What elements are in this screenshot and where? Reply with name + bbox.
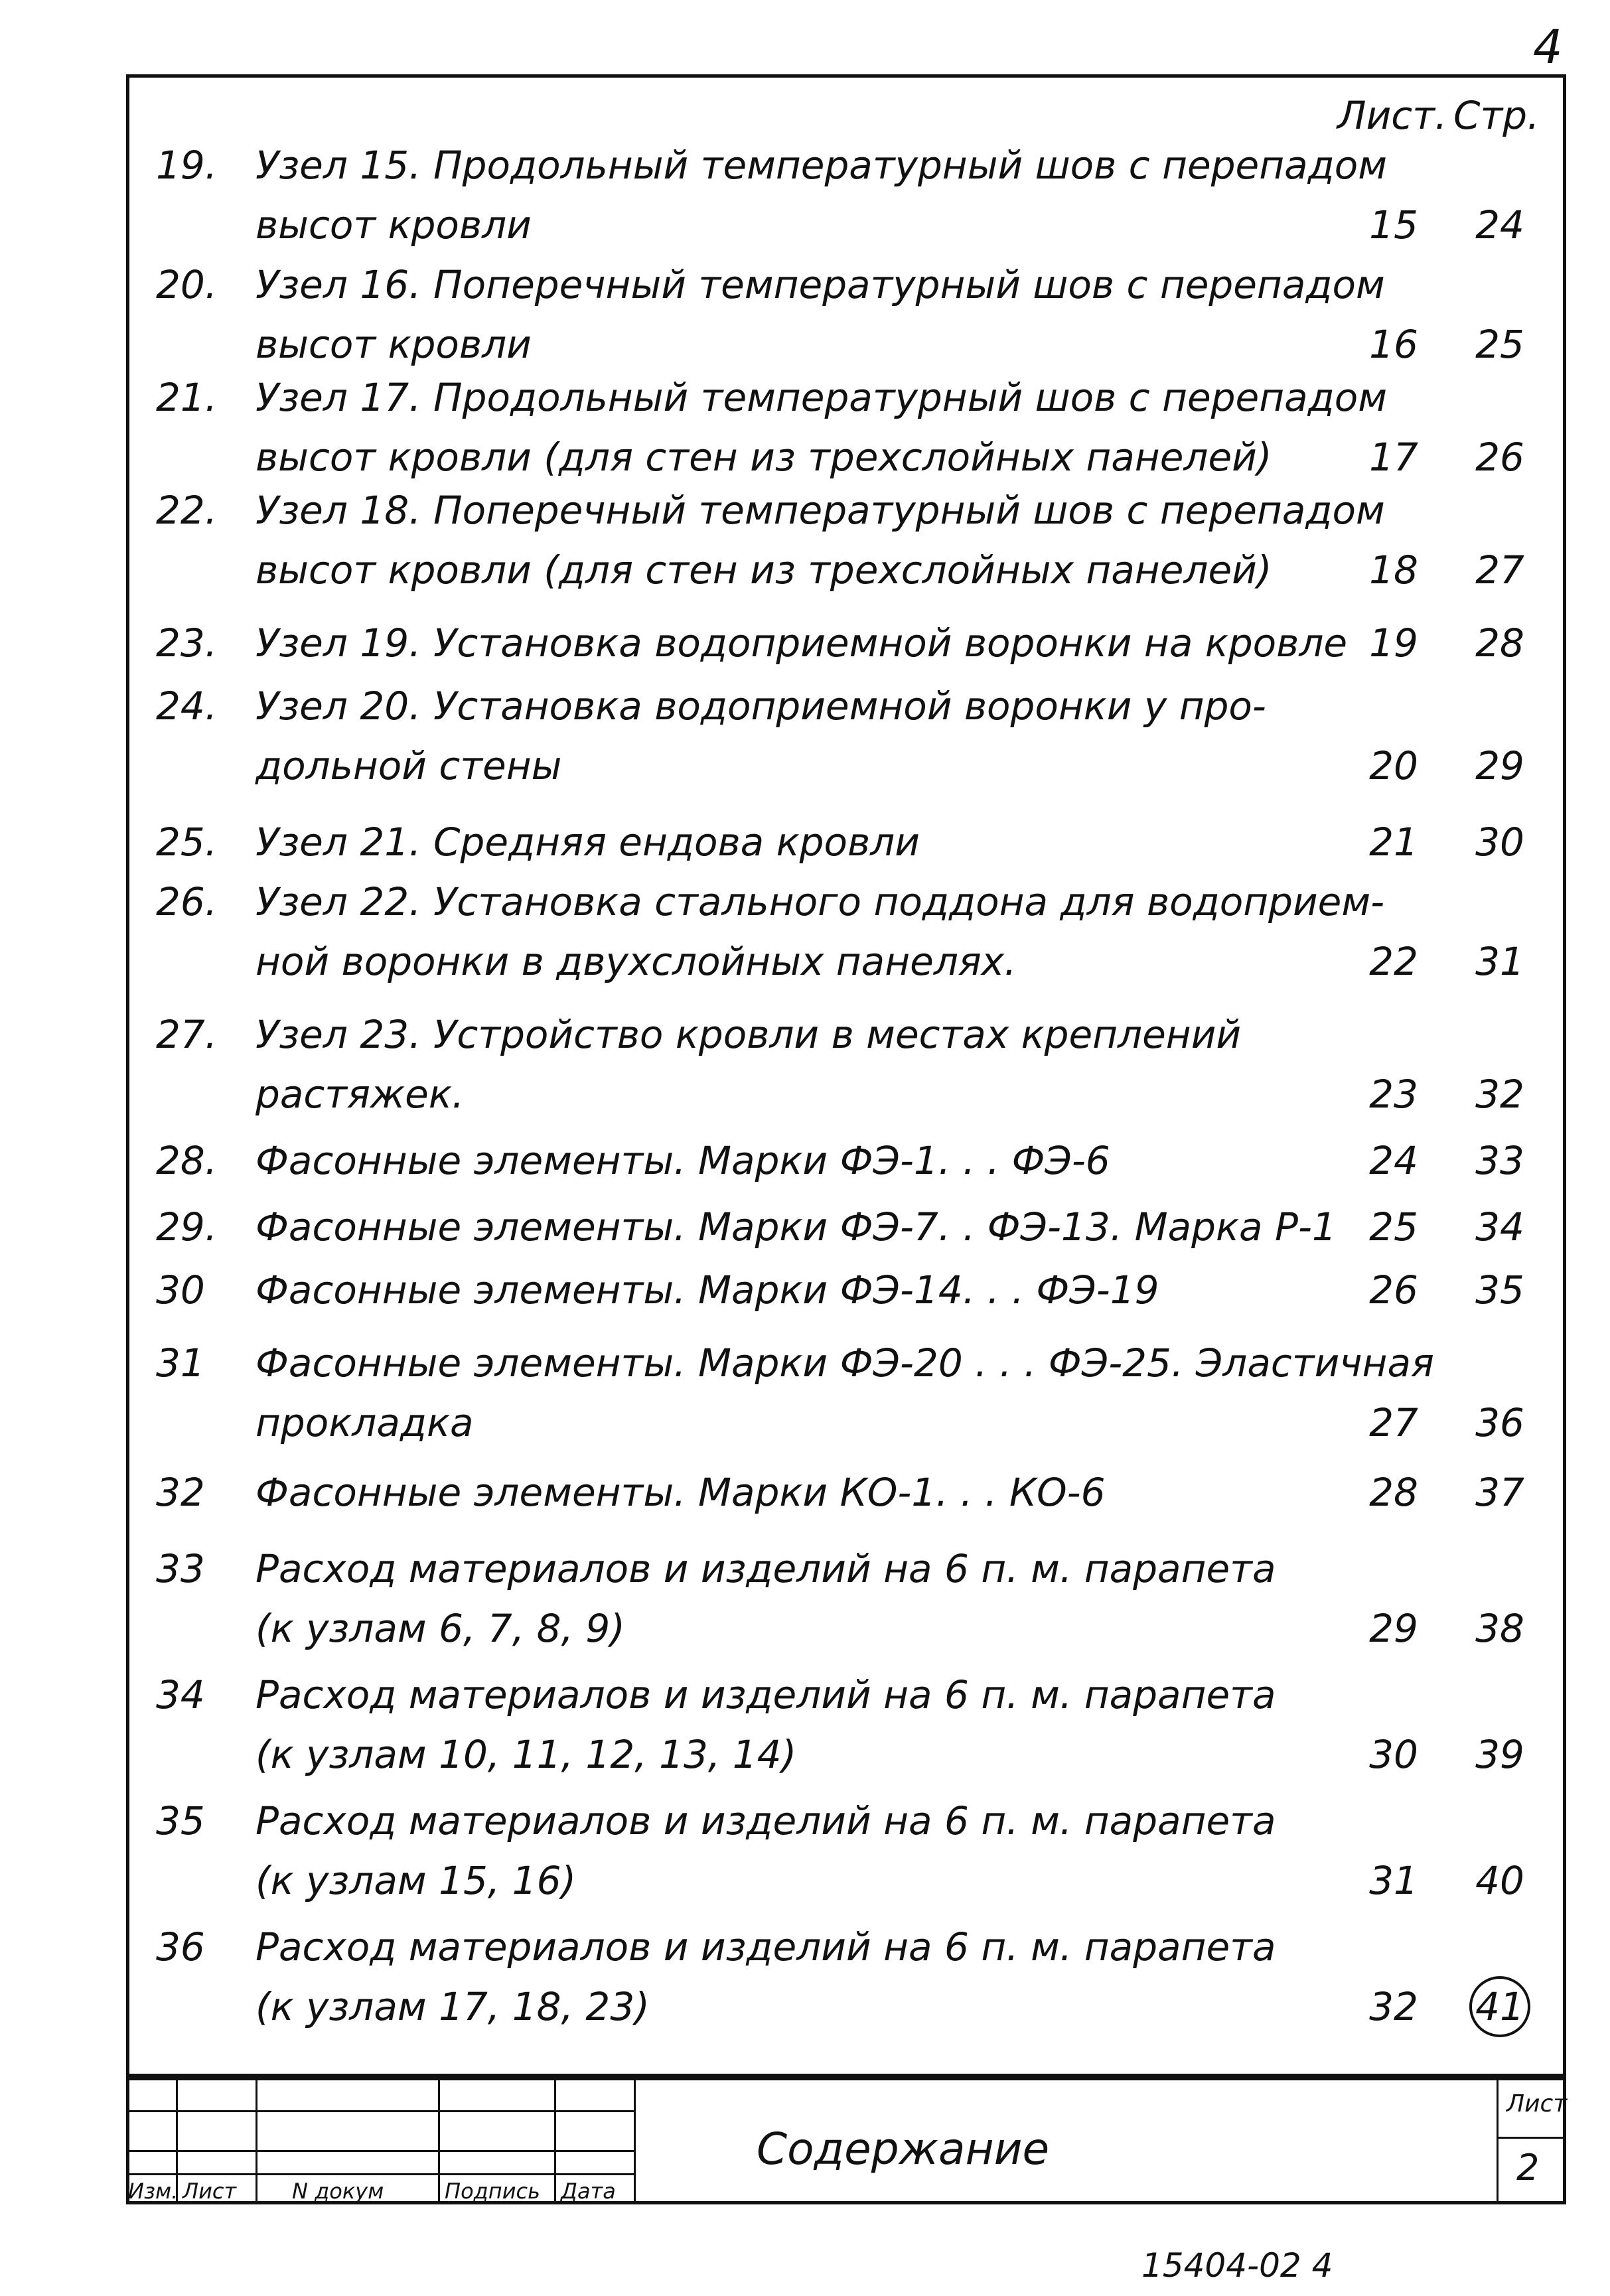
- entry-text-line: Узел 20. Установка водоприемной воронки у про-: [256, 683, 1266, 729]
- entry-text-line: Фасонные элементы. Марки ФЭ-14. . . ФЭ-19: [256, 1267, 1159, 1313]
- entry-number: 32: [156, 1470, 205, 1515]
- entry-text-line: ной воронки в двухслойных панелях.: [256, 939, 1017, 984]
- entry-text-line: Фасонные элементы. Марки ФЭ-1. . . ФЭ-6: [256, 1138, 1110, 1183]
- entry-text-line: Узел 19. Установка водоприемной воронки на кровле: [256, 620, 1348, 666]
- entry-number: 30: [156, 1267, 205, 1313]
- entry-text-line: Расход материалов и изделий на 6 п. м. парапета: [256, 1546, 1276, 1591]
- entry-sheet-number: 22: [1369, 939, 1418, 984]
- entry-text-line: дольной стены: [256, 743, 562, 788]
- entry-page-number: 25: [1475, 322, 1524, 367]
- sheet-label: Лист: [1506, 2090, 1568, 2117]
- entry-sheet-number: 20: [1369, 743, 1418, 788]
- title-block-label-sheet: Лист: [183, 2179, 237, 2204]
- entry-text-line: растяжек.: [256, 1072, 465, 1117]
- entry-sheet-number: 17: [1369, 435, 1418, 480]
- entry-text-line: высот кровли (для стен из трехслойных панелей): [256, 435, 1272, 480]
- entry-number: 23.: [156, 620, 218, 666]
- entry-page-number: 35: [1475, 1267, 1524, 1313]
- entry-text-line: Расход материалов и изделий на 6 п. м. парапета: [256, 1672, 1276, 1717]
- title-block-label-doc-number: N докум: [292, 2179, 384, 2204]
- entry-number: 27.: [156, 1012, 218, 1057]
- entry-sheet-number: 28: [1369, 1470, 1418, 1515]
- entry-sheet-number: 16: [1369, 322, 1418, 367]
- entry-page-number: 26: [1475, 435, 1524, 480]
- entry-page-number: 39: [1475, 1732, 1524, 1777]
- entry-number: 26.: [156, 879, 218, 924]
- entry-text-line: (к узлам 6, 7, 8, 9): [256, 1606, 625, 1651]
- entry-text-line: прокладка: [256, 1400, 474, 1445]
- entry-sheet-number: 27: [1369, 1400, 1418, 1445]
- entry-text-line: Узел 21. Средняя ендова кровли: [256, 820, 920, 865]
- entry-text-line: Узел 23. Устройство кровли в местах креплений: [256, 1012, 1242, 1057]
- entry-sheet-number: 25: [1369, 1204, 1418, 1250]
- entry-page-number: 33: [1475, 1138, 1524, 1183]
- entry-number: 35: [156, 1798, 205, 1843]
- circled-page-number: 41: [1469, 1976, 1530, 2037]
- entry-text-line: (к узлам 15, 16): [256, 1858, 577, 1903]
- entry-text-line: Фасонные элементы. Марки КО-1. . . КО-6: [256, 1470, 1106, 1515]
- entry-sheet-number: 30: [1369, 1732, 1418, 1777]
- entry-number: 19.: [156, 143, 218, 188]
- entry-sheet-number: 18: [1369, 547, 1418, 593]
- entry-page-number: 32: [1475, 1072, 1524, 1117]
- entry-text-line: Фасонные элементы. Марки ФЭ-20 . . . ФЭ-25. Эластичная: [256, 1340, 1434, 1386]
- entry-page-number: 34: [1475, 1204, 1524, 1250]
- entry-page-number: [1460, 1976, 1540, 2037]
- entry-text-line: Узел 18. Поперечный температурный шов с перепадом: [256, 488, 1385, 533]
- entry-text-line: Расход материалов и изделий на 6 п. м. парапета: [256, 1798, 1276, 1843]
- document-code: 15404-02 4: [1141, 2246, 1333, 2285]
- entry-page-number: 40: [1475, 1858, 1524, 1903]
- entry-sheet-number: 26: [1369, 1267, 1418, 1313]
- entry-sheet-number: 19: [1369, 620, 1418, 666]
- entry-sheet-number: 24: [1369, 1138, 1418, 1183]
- entry-page-number: 31: [1475, 939, 1524, 984]
- entry-page-number: 36: [1475, 1400, 1524, 1445]
- entry-text-line: высот кровли: [256, 202, 532, 248]
- entry-page-number: 30: [1475, 820, 1524, 865]
- entry-number: 22.: [156, 488, 218, 533]
- entry-text-line: Узел 15. Продольный температурный шов с перепадом: [256, 143, 1388, 188]
- entry-page-number: 28: [1475, 620, 1524, 666]
- entry-page-number: 24: [1475, 202, 1524, 248]
- title-block-label-date: Дата: [561, 2179, 616, 2204]
- entry-text-line: (к узлам 10, 11, 12, 13, 14): [256, 1732, 797, 1777]
- entry-text-line: Расход материалов и изделий на 6 п. м. парапета: [256, 1924, 1276, 1970]
- entry-text-line: Узел 22. Установка стального поддона для водоприем-: [256, 879, 1385, 924]
- title-block-label-change: Изм.: [128, 2179, 179, 2204]
- entry-number: 24.: [156, 683, 218, 729]
- entry-text-line: Фасонные элементы. Марки ФЭ-7. . ФЭ-13. Марка Р-1: [256, 1204, 1337, 1250]
- column-header-sheet: Лист.: [1337, 93, 1447, 138]
- entry-number: 36: [156, 1924, 205, 1970]
- entry-number: 21.: [156, 375, 218, 420]
- entry-number: 20.: [156, 262, 218, 307]
- entry-text-line: высот кровли: [256, 322, 532, 367]
- entry-text-line: (к узлам 17, 18, 23): [256, 1984, 650, 2029]
- entry-page-number: 37: [1475, 1470, 1524, 1515]
- entry-sheet-number: 32: [1369, 1984, 1418, 2029]
- entry-text-line: Узел 17. Продольный температурный шов с перепадом: [256, 375, 1388, 420]
- entry-page-number: 29: [1475, 743, 1524, 788]
- page-number-top: 4: [1533, 20, 1563, 74]
- column-header-page: Стр.: [1453, 93, 1540, 138]
- entry-number: 31: [156, 1340, 205, 1386]
- entry-number: 34: [156, 1672, 205, 1717]
- entry-sheet-number: 23: [1369, 1072, 1418, 1117]
- entry-number: 28.: [156, 1138, 218, 1183]
- entry-page-number: 27: [1475, 547, 1524, 593]
- entry-sheet-number: 29: [1369, 1606, 1418, 1651]
- entry-text-line: Узел 16. Поперечный температурный шов с перепадом: [256, 262, 1385, 307]
- entry-page-number: 38: [1475, 1606, 1524, 1651]
- title-block-label-signature: Подпись: [445, 2179, 540, 2204]
- sheet-number: 2: [1516, 2147, 1540, 2188]
- entry-number: 33: [156, 1546, 205, 1591]
- entry-sheet-number: 15: [1369, 202, 1418, 248]
- entry-sheet-number: 31: [1369, 1858, 1418, 1903]
- entry-number: 29.: [156, 1204, 218, 1250]
- entry-number: 25.: [156, 820, 218, 865]
- entry-text-line: высот кровли (для стен из трехслойных панелей): [256, 547, 1272, 593]
- document-title: Содержание: [757, 2123, 1050, 2175]
- entry-sheet-number: 21: [1369, 820, 1418, 865]
